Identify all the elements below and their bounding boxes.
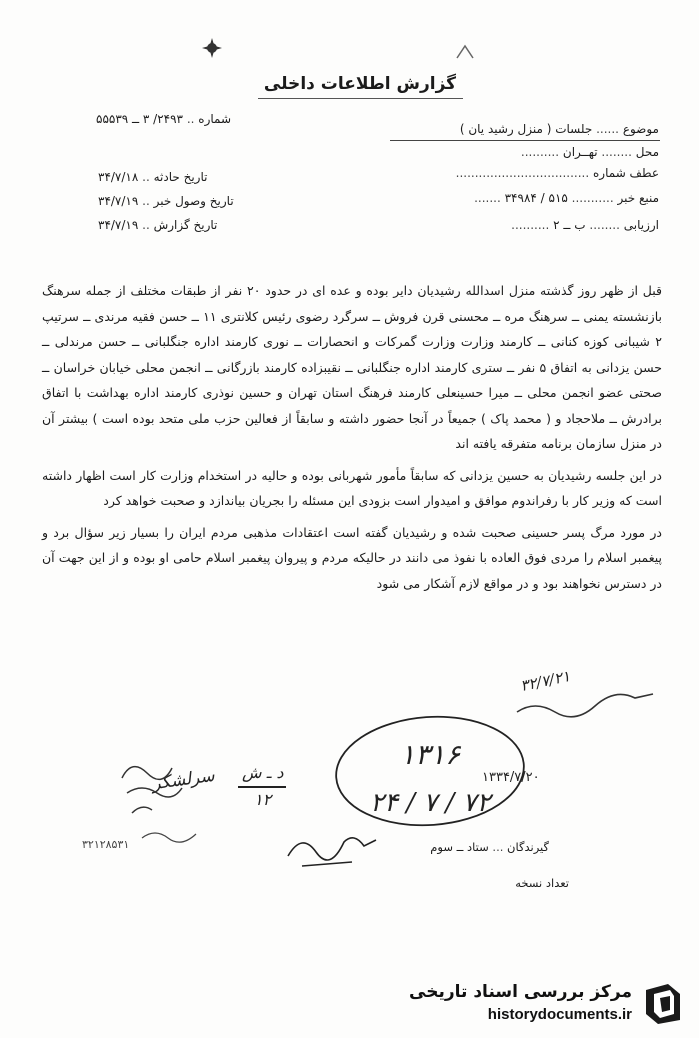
- circled-handwritten-code: ۱۳۱۶: [400, 738, 461, 771]
- signature-text-right: سرلشکر: [150, 765, 216, 795]
- event-date-row: تاریخ حادثه .. ۳۴/۷/۱۸: [98, 170, 208, 184]
- document-title: گزارش اطلاعات داخلی: [263, 74, 457, 94]
- watermark-url: historydocuments.ir: [487, 1006, 632, 1023]
- report-date-row: تاریخ گزارش .. ۳۴/۷/۱۹: [98, 218, 218, 232]
- watermark-name: مرکز بررسی اسناد تاریخی: [409, 982, 632, 1002]
- source-row: منبع خبر ........... ۵۱۵ / ۳۴۹۸۴ .......: [474, 191, 659, 205]
- recipient-value: ستاد ــ سوم: [430, 840, 489, 854]
- title-underline: [258, 98, 463, 99]
- body-paragraph: در این جلسه رشیدیان به حسین یزدانی که سابقاً مأمور شهربانی بوده و حالیه در استخدام وزارت کار است اظهار داشته است که وزیر کار با رفراندوم موافق و امیدوار است بزودی این مسئله را بجریان بیاندازد و صحبت خواهد کرد: [42, 467, 662, 508]
- source-label: منبع خبر: [617, 191, 659, 205]
- archive-logo-icon: [640, 980, 686, 1026]
- evaluation-row: ارزیابی ........ ب ــ ۲ ..........: [511, 218, 659, 232]
- place-value: تهــران: [562, 145, 598, 159]
- signature-scribble-bottom: [282, 812, 382, 876]
- report-body: [42, 278, 662, 602]
- report-date-value: ۳۴/۷/۱۹: [98, 218, 139, 232]
- source-value: ۵۱۵ / ۳۴۹۸۴: [504, 191, 568, 205]
- event-date-label: تاریخ حادثه: [153, 170, 208, 184]
- margin-handwritten-date: ۳۲/۷/۲۱: [518, 666, 572, 696]
- evaluation-value: ب ــ ۲: [553, 218, 586, 232]
- copies-row: [515, 876, 569, 890]
- receipt-date-row: تاریخ وصول خبر .. ۳۴/۷/۱۹: [98, 194, 234, 208]
- subject-underline: [390, 140, 660, 141]
- subject-row: موضوع ...... جلسات ( منزل رشید یان ): [459, 122, 659, 136]
- copies-label: تعداد نسخه: [515, 876, 569, 890]
- corner-mark-icon: [455, 44, 475, 60]
- report-date-label: تاریخ گزارش: [153, 218, 218, 232]
- subject-label: موضوع: [622, 122, 659, 136]
- recipient-label: گیرندگان: [507, 840, 549, 854]
- place-label: محل: [635, 145, 659, 159]
- subject-value: جلسات ( منزل رشید یان ): [459, 122, 593, 136]
- fraction-top: د ـ ش: [242, 763, 284, 782]
- fraction-bar: [238, 786, 286, 788]
- emblem-icon: [200, 36, 224, 60]
- left-code: ۳۲۱۲۸۵۳۱: [82, 838, 130, 851]
- place-row: محل ........ تهــران ..........: [520, 145, 659, 159]
- watermark: [408, 978, 690, 1030]
- bottom-date: ۱۳۳۴/۷/۲۰: [482, 770, 540, 785]
- receipt-date-value: ۳۴/۷/۱۹: [98, 194, 139, 208]
- fraction-bottom: ۱۲: [254, 790, 272, 809]
- number-row: شماره .. ۲۴۹۳/ ۳ ــ ۵۵۵۳۹: [96, 112, 232, 126]
- event-date-value: ۳۴/۷/۱۸: [98, 170, 139, 184]
- signature-scribble-left: [112, 748, 192, 828]
- attach-row: عطف شماره ...................................: [455, 166, 659, 180]
- body-paragraph: قبل از ظهر روز گذشته منزل اسدالله رشیدیان دایر بوده و عده ای در حدود ۲۰ نفر از طبقات مختلف از جمله سرهنگ بازنشسته یمنی ــ سرهنگ مره ــ محسنی قرن فروش ــ سرگرد رضوی رئیس کلانتری ۱۱ ــ حسن فقیه مرندی ــ سرتیپ ۲ شیبانی کوزه کنانی ــ کارمند وزارت وزارت گمرکات و انحصارات ــ نوری کارمند اداره جنگلبانی ــ حسن مرندلی ــ حسن یزدانی به اتفاق ۵ نفر ــ ستری کارمند اداره جنگلبانی ــ نقیبزاده کارمند بازرگانی ــ انجمن محلی خیابان خراسان ــ صحتی عضو انجمن محلی ــ میرا حسینعلی کارمند فرهنگ استان تهران و حسین نوذری کارمند اداره بهداشت با اتفاق برادرش ــ ملاحجاد و ( محمد پاک ) جمیعاً در آنجا حضور داشته و سابقاً از فعالین حزب ملی متحد بوده است ) بیشتر آن در منزل سازمان برنامه متفرقه یافته اند: [42, 283, 662, 451]
- bottom-handwritten-numbers: ۲۴ / ۷ / ۷۲: [370, 788, 491, 818]
- recipient-row: گیرندگان ... ستاد ــ سوم: [430, 840, 549, 854]
- body-paragraph: در مورد مرگ پسر حسینی صحبت شده و رشیدیان گفته است اعتقادات مذهبی مردم ایران را بسیار زیر سؤال برد و پیغمبر اسلام را مردی فوق العاده با نفوذ می دانند در حالیکه مردم و پیروان پیغمبر اسلام حامی او بوده و از این جهت آن در دسترس نخواهند بود و در مواقع لازم آشکار می شود: [42, 524, 662, 591]
- attach-label: عطف شماره: [593, 166, 659, 180]
- receipt-date-label: تاریخ وصول خبر: [153, 194, 234, 208]
- margin-squiggle: [515, 690, 655, 720]
- left-scribble: [140, 826, 200, 844]
- number-value: ۲۴۹۳/ ۳ ــ ۵۵۵۳۹: [96, 112, 183, 126]
- number-label: شماره: [198, 112, 232, 126]
- evaluation-label: ارزیابی: [623, 218, 659, 232]
